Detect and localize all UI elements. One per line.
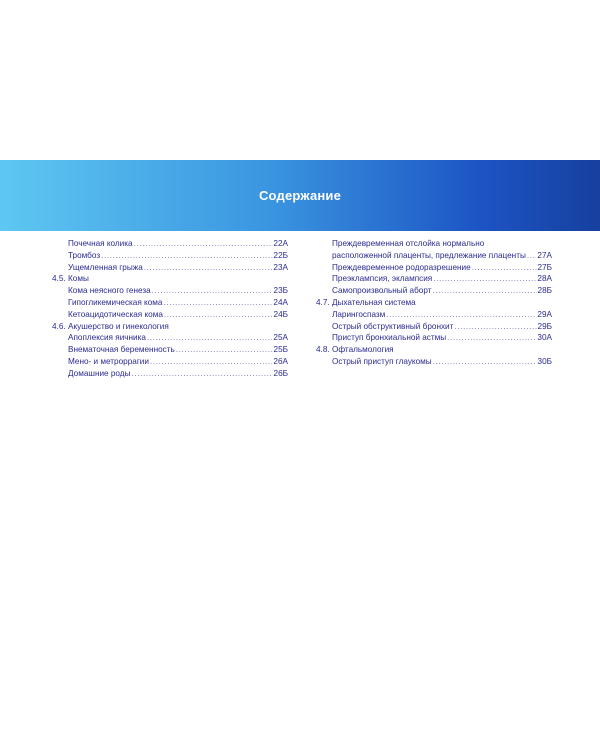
toc-entry[interactable]	[52, 285, 288, 297]
toc-page-number: 26Б	[273, 368, 288, 378]
toc-entry-label: Преждевременное родоразрешение	[332, 262, 471, 272]
toc-entry[interactable]	[316, 309, 552, 321]
toc-entry-label: Гипогликемическая кома	[68, 297, 163, 307]
toc-entry[interactable]	[52, 368, 288, 380]
toc-leader-dots	[152, 285, 273, 297]
toc-leader-dots	[131, 368, 272, 380]
toc-entry[interactable]	[52, 344, 288, 356]
toc-entry-label: Преэклампсия, эклампсия	[332, 274, 433, 284]
toc-entry[interactable]	[316, 285, 552, 297]
toc-entry[interactable]	[52, 238, 288, 250]
toc-column-left	[52, 238, 288, 380]
toc-entry-label: Приступ бронхиальной астмы	[332, 333, 447, 343]
toc-entry-label: Кома неясного генеза	[68, 286, 151, 296]
toc-entry[interactable]	[316, 356, 552, 368]
toc-entry-label: Кетоацидотическая кома	[68, 309, 163, 319]
toc-section-label: Офтальмология	[332, 345, 394, 355]
toc-entry-label: Почечная колика	[68, 239, 133, 248]
toc-section-heading[interactable]	[52, 321, 288, 333]
toc-leader-dots	[144, 262, 273, 274]
toc-entry-label: Острый приступ глаукомы	[332, 356, 432, 366]
toc-section-number: 4.8.	[316, 345, 330, 355]
toc-entry-label: Домашние роды	[68, 368, 131, 378]
toc-column-right	[316, 238, 552, 368]
toc-entry-label: Преждевременная отслойка нормально	[332, 239, 485, 248]
toc-page-number: 22А	[273, 239, 288, 248]
toc-entry[interactable]	[316, 321, 552, 333]
toc-page-number: 27А	[537, 250, 552, 260]
toc-section-label: Дыхательная система	[332, 297, 416, 307]
toc-section-heading[interactable]	[316, 344, 552, 356]
toc-leader-dots	[386, 309, 536, 321]
toc-entry-label: Внематочная беременность	[68, 345, 175, 355]
toc-entry[interactable]	[316, 262, 552, 274]
toc-section-heading[interactable]	[316, 297, 552, 309]
toc-entry[interactable]	[316, 250, 552, 262]
toc-page-number: 29А	[537, 309, 552, 319]
toc-entry-label: Апоплексия яичника	[68, 333, 146, 343]
toc-page-number: 25А	[273, 333, 288, 343]
toc-leader-dots	[176, 344, 273, 356]
page-title: Содержание	[258, 188, 342, 203]
toc-entry[interactable]	[52, 297, 288, 309]
toc-page-number: 22Б	[273, 250, 288, 260]
toc-page-number: 28Б	[537, 286, 552, 296]
header-banner	[0, 160, 600, 231]
toc-leader-dots	[527, 250, 537, 262]
toc-page-number: 30А	[537, 333, 552, 343]
toc-entry[interactable]	[316, 332, 552, 344]
toc-entry[interactable]	[52, 309, 288, 321]
toc-leader-dots	[433, 356, 537, 368]
toc-leader-dots	[150, 356, 272, 368]
toc-entry-label: Ларингоспазм	[332, 309, 386, 319]
toc-leader-dots	[472, 262, 537, 274]
toc-leader-dots	[433, 273, 536, 285]
toc-section-number: 4.7.	[316, 297, 330, 307]
toc-entry-label: расположенной плаценты, предлежание плаценты	[332, 250, 526, 260]
toc-section-number: 4.5.	[52, 274, 66, 284]
toc-leader-dots	[447, 332, 536, 344]
toc-page-number: 28А	[537, 274, 552, 284]
toc-entry[interactable]	[52, 356, 288, 368]
toc-page-number: 25Б	[273, 345, 288, 355]
toc-page-number: 23Б	[273, 286, 288, 296]
toc-entry-label: Острый обструктивный бронхит	[332, 321, 454, 331]
toc-entry-label: Ущемленная грыжа	[68, 262, 143, 272]
toc-section-heading[interactable]	[52, 273, 288, 285]
toc-page-number: 27Б	[537, 262, 552, 272]
toc-entry-label: Мено- и метроррагии	[68, 356, 149, 366]
toc-entry[interactable]	[52, 250, 288, 262]
toc-page-number: 30Б	[537, 356, 552, 366]
toc-entry-label: Самопроизвольный аборт	[332, 286, 432, 296]
toc-section-label: Комы	[68, 274, 89, 284]
toc-leader-dots	[134, 238, 273, 250]
toc-page-number: 24Б	[273, 309, 288, 319]
toc-leader-dots	[147, 332, 272, 344]
toc-page-number: 23А	[273, 262, 288, 272]
toc-leader-dots	[164, 309, 273, 321]
toc-entry[interactable]	[52, 332, 288, 344]
toc-page-number: 29Б	[537, 321, 552, 331]
toc-section-label: Акушерство и гинекология	[68, 321, 169, 331]
toc-leader-dots	[163, 297, 272, 309]
toc-entry-line[interactable]	[316, 238, 552, 250]
toc-entry-label: Тромбоз	[68, 250, 101, 260]
toc-leader-dots	[101, 250, 272, 262]
toc-entry[interactable]	[52, 262, 288, 274]
toc-entry[interactable]	[316, 273, 552, 285]
toc-page-number: 24А	[273, 297, 288, 307]
toc-section-number: 4.6.	[52, 321, 66, 331]
toc-leader-dots	[454, 321, 536, 333]
toc-page-number: 26А	[273, 356, 288, 366]
toc-leader-dots	[432, 285, 536, 297]
